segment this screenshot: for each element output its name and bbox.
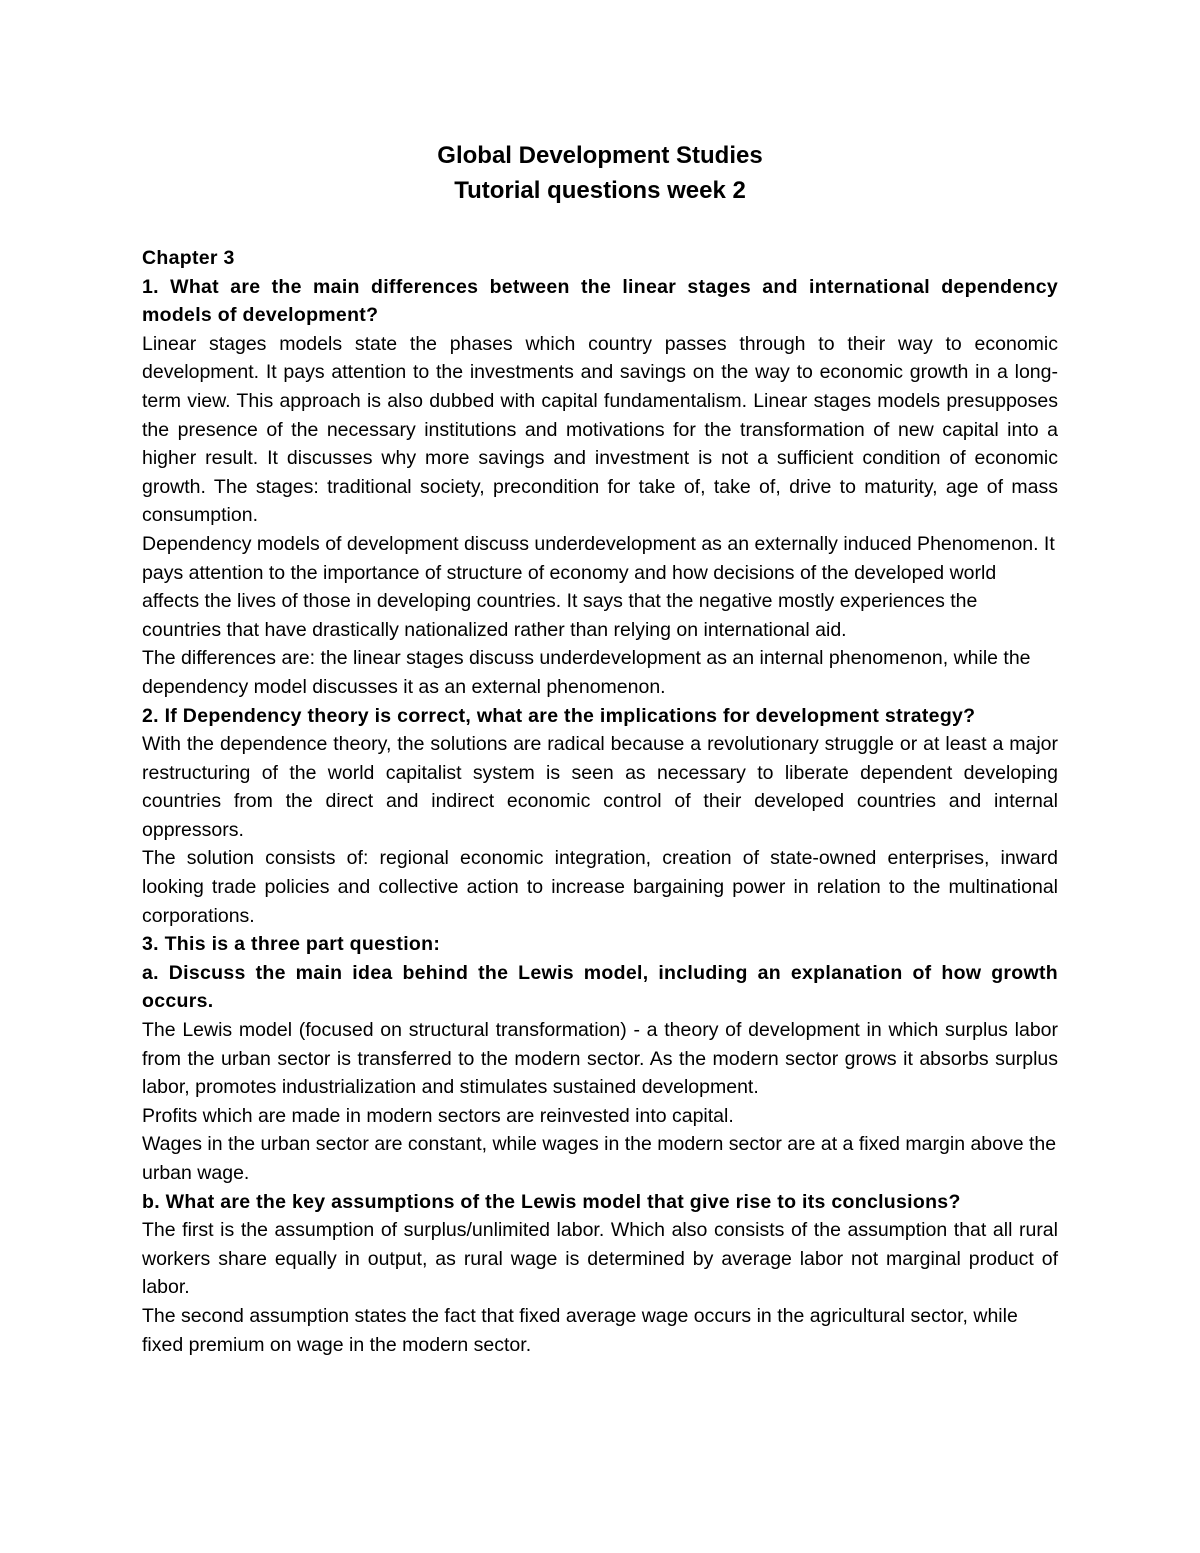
document-title-line1: Global Development Studies (437, 142, 763, 169)
answer-1-paragraph-2: Dependency models of development discuss underdevelopment as an externally induced Phenomenon. It pays attention to the importance of structure of economy and how decisions of the developed world affects the lives of those in developing countries. It says that the negative mostly experiences the countries that have drastically nationalized rather than relying on international aid. (142, 532, 1055, 641)
answer-1-paragraph-3: The differences are: the linear stages discuss underdevelopment as an internal phenomenon, while the dependency model discusses it as an external phenomenon. (142, 647, 1031, 698)
answer-3b-paragraph-2: The second assumption states the fact that fixed average wage occurs in the agricultural sector, while fixed premium on wage in the modern sector. (142, 1304, 1018, 1356)
answer-3b-paragraph-1: The first is the assumption of surplus/unlimited labor. Which also consists of the assumption that all rural workers share equally in output, as rural wage is determined by average labor not marginal product of labor. (142, 1219, 1058, 1299)
document-page (142, 138, 1058, 1359)
answer-2-paragraph-1: With the dependence theory, the solutions are radical because a revolutionary struggle or at least a major restructuring of the world capitalist system is seen as necessary to liberate dependent developing countries from the direct and indirect economic control of their developed countries and internal oppressors. (142, 733, 1058, 841)
question-3a: a. Discuss the main idea behind the Lewis model, including an explanation of how growth occurs. (142, 961, 1058, 1013)
document-body (142, 244, 1058, 1359)
document-title-line2: Tutorial questions week 2 (454, 177, 746, 204)
question-3-intro: 3. This is a three part question: (142, 933, 441, 956)
answer-2-paragraph-2: The solution consists of: regional economic integration, creation of state-owned enterprises, inward looking trade policies and collective action to increase bargaining power in relation to the multinational corporations. (142, 847, 1058, 927)
answer-3a-paragraph-2: Profits which are made in modern sectors are reinvested into capital. (142, 1104, 734, 1127)
answer-1-paragraph-1: Linear stages models state the phases which country passes through to their way to economic development. It pays attention to the investments and savings on the way to economic growth in a long-term view. This approach is also dubbed with capital fundamentalism. Linear stages models presupposes the presence of the necessary institutions and motivations for the transformation of new capital into a higher result. It discusses why more savings and investment is not a sufficient condition of economic growth. The stages: traditional society, precondition for take of, take of, drive to maturity, age of mass consumption. (142, 332, 1058, 527)
answer-3a-paragraph-1: The Lewis model (focused on structural transformation) - a theory of development in which surplus labor from the urban sector is transferred to the modern sector. As the modern sector grows it absorbs surplus labor, promotes industrialization and stimulates sustained development. (142, 1019, 1058, 1099)
question-2: 2. If Dependency theory is correct, what are the implications for development strategy? (142, 704, 976, 727)
answer-3a-paragraph-3: Wages in the urban sector are constant, while wages in the modern sector are at a fixed margin above the urban wage. (142, 1133, 1057, 1184)
chapter-heading: Chapter 3 (142, 247, 235, 269)
question-3b: b. What are the key assumptions of the Lewis model that give rise to its conclusions? (142, 1190, 961, 1213)
question-1: 1. What are the main differences between the linear stages and international dependency models of development? (142, 275, 1058, 327)
